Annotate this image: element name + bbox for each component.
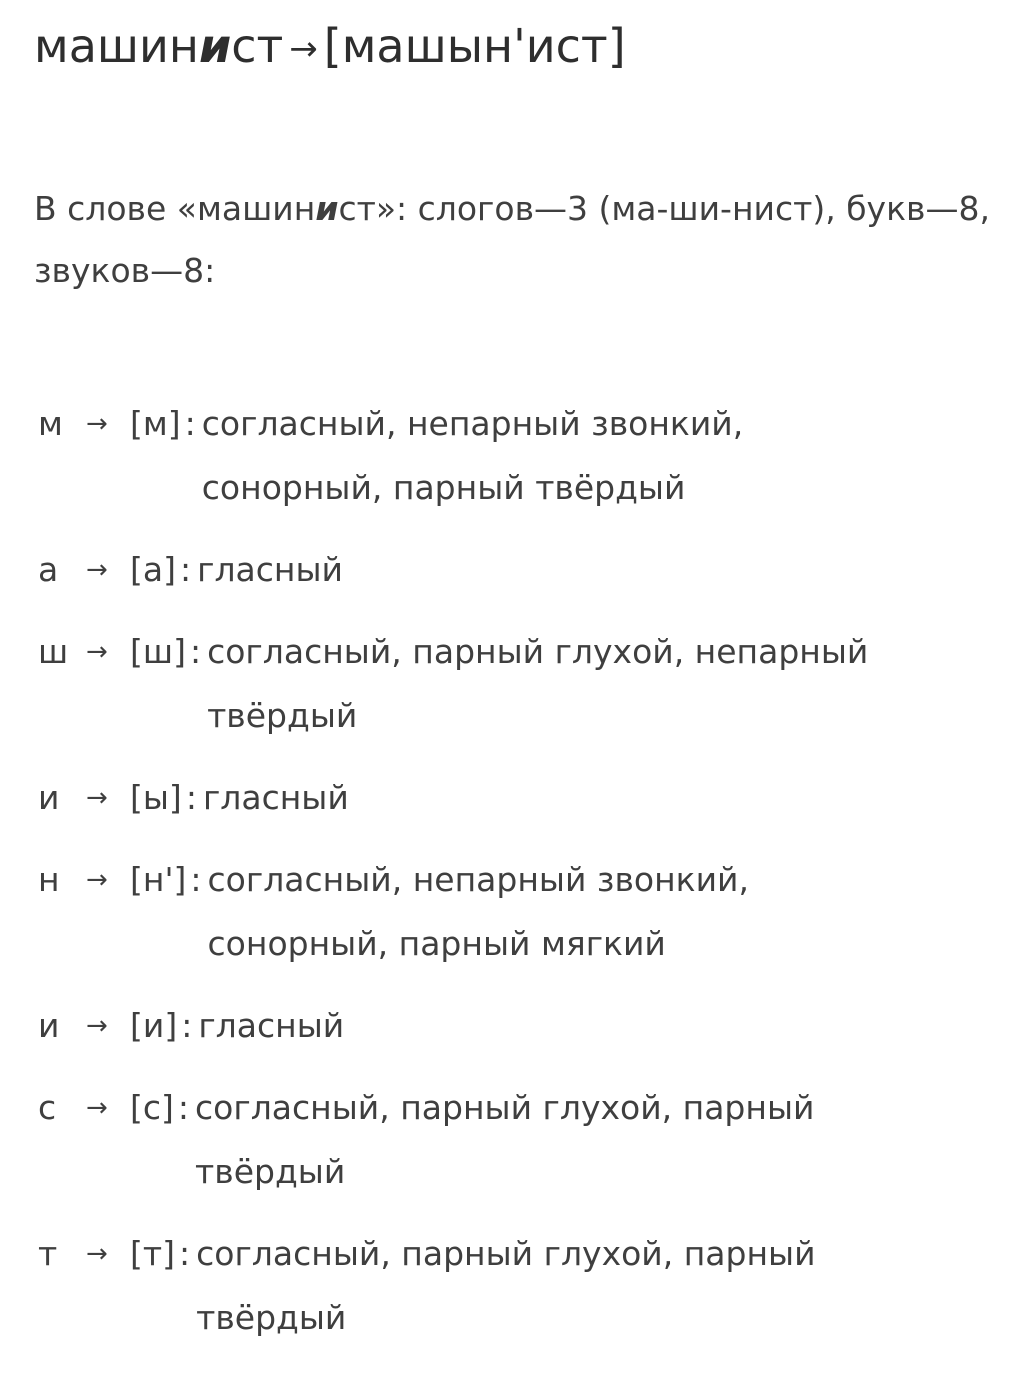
arrow-icon: → bbox=[86, 865, 108, 895]
row-description: согласный, парный глухой, непарный твёрдый bbox=[207, 632, 869, 735]
row-colon: : bbox=[190, 860, 202, 899]
analysis-row bbox=[38, 766, 998, 830]
stressed-vowel: и bbox=[198, 19, 232, 73]
row-letter: ш bbox=[38, 632, 69, 671]
row-colon: : bbox=[177, 1088, 190, 1127]
analysis-row bbox=[38, 994, 998, 1058]
row-sound: [н'] bbox=[130, 860, 187, 899]
row-sound: [и] bbox=[130, 1006, 178, 1045]
arrow-icon: → bbox=[86, 409, 108, 439]
analysis-row bbox=[38, 848, 998, 976]
transcription: [машын'ист] bbox=[323, 19, 626, 73]
row-letter: н bbox=[38, 860, 60, 899]
analysis-row bbox=[38, 1076, 998, 1204]
summary-intro: В слове «машин bbox=[34, 189, 316, 228]
row-letter: с bbox=[38, 1088, 57, 1127]
analysis-row bbox=[38, 538, 998, 602]
arrow-icon: → bbox=[86, 1239, 108, 1269]
row-letter: и bbox=[38, 1006, 60, 1045]
row-sound: [м] bbox=[130, 404, 181, 443]
word-part-before: машин bbox=[34, 19, 199, 73]
analysis-row bbox=[38, 1222, 998, 1350]
row-description: согласный, непарный звонкий, сонорный, парный твёрдый bbox=[201, 404, 744, 507]
row-description: гласный bbox=[198, 1006, 345, 1045]
word-heading bbox=[34, 10, 626, 85]
row-colon: : bbox=[181, 1006, 193, 1045]
row-description: согласный, непарный звонкий, сонорный, парный мягкий bbox=[207, 860, 749, 963]
summary-stressed-vowel: и bbox=[315, 189, 339, 228]
row-sound: [ы] bbox=[130, 778, 182, 817]
word-summary bbox=[34, 178, 994, 302]
analysis-row bbox=[38, 620, 998, 748]
row-sound: [а] bbox=[130, 550, 176, 589]
row-sound: [ш] bbox=[130, 632, 186, 671]
row-description: согласный, парный глухой, парный твёрдый bbox=[196, 1234, 816, 1337]
word-part-after: ст bbox=[231, 19, 284, 73]
arrow-icon: → bbox=[86, 783, 108, 813]
row-colon: : bbox=[179, 550, 192, 589]
row-colon: : bbox=[189, 632, 202, 671]
summary-rest: ст»: слогов—3 (ма-ши-нист), букв—8, звуков—8: bbox=[34, 189, 990, 290]
row-sound: [с] bbox=[130, 1088, 174, 1127]
row-letter: а bbox=[38, 550, 59, 589]
row-description: гласный bbox=[202, 778, 349, 817]
row-sound: [т] bbox=[130, 1234, 175, 1273]
arrow-icon: → bbox=[86, 555, 108, 585]
row-colon: : bbox=[178, 1234, 191, 1273]
phonetic-analysis-list bbox=[38, 392, 998, 1368]
arrow-icon: → bbox=[289, 29, 318, 69]
row-colon: : bbox=[184, 404, 196, 443]
row-description: гласный bbox=[197, 550, 343, 589]
row-description: согласный, парный глухой, парный твёрдый bbox=[195, 1088, 815, 1191]
row-letter: м bbox=[38, 404, 63, 443]
row-letter: и bbox=[38, 778, 60, 817]
row-letter: т bbox=[38, 1234, 58, 1273]
row-colon: : bbox=[185, 778, 197, 817]
analysis-row bbox=[38, 392, 998, 520]
arrow-icon: → bbox=[86, 1093, 108, 1123]
arrow-icon: → bbox=[86, 637, 108, 667]
arrow-icon: → bbox=[86, 1011, 108, 1041]
